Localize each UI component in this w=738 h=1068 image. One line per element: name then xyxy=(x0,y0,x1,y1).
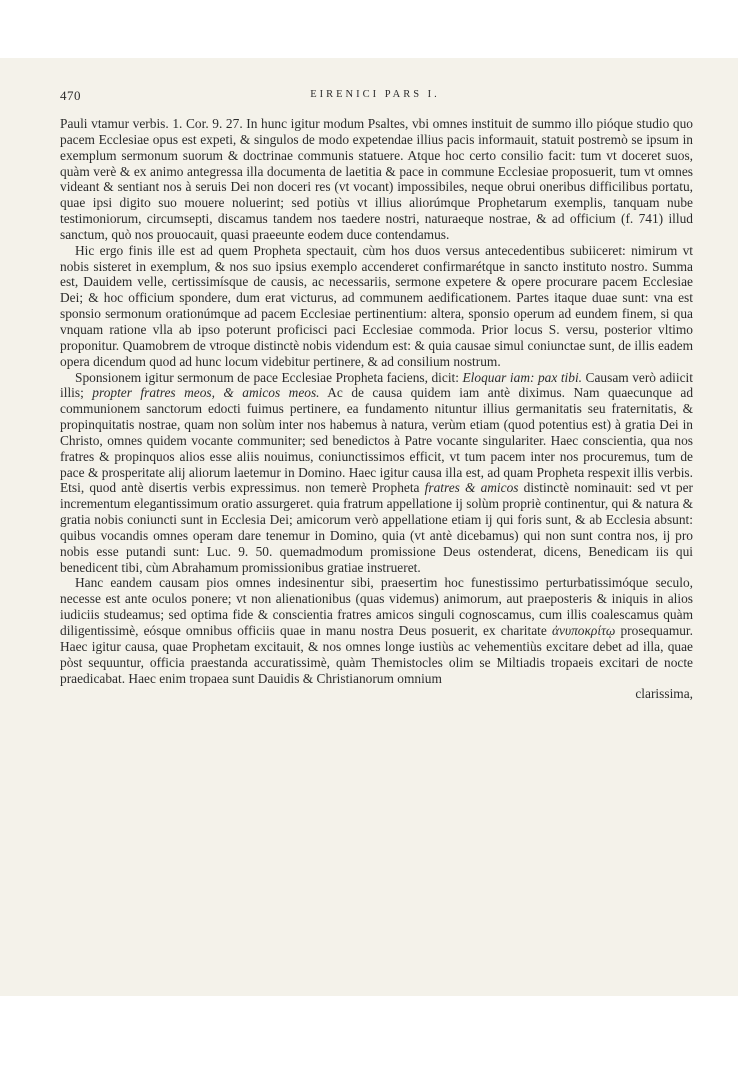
paragraph-1: Pauli vtamur verbis. 1. Cor. 9. 27. In hunc igitur modum Psaltes, vbi omnes instituit de summo illo pióque studio quo pacem Ecclesiae opus est expeti, & singulos de modo expetendae illius pacis informauit, statuit postremò se ipsum in exemplum sermonum suorum & doctrinae communis statuere. Atque hoc certo consilio facit: tum vt doceret suos, quàm verè & ex animo antegressa illa documenta de laetitia & pace in commune Ecclesiae proposuerit, tum vt omnes videant & sentiant nos à seruis Dei non doceri res (vt vocant) impossibiles, neque obrui oneribus difficilibus portatu, quae ipsi digito suo mouere noluerint; sed potiùs vt illius aliorúmque Prophetarum exemplis, tanquam nube testimoniorum, circumsepti, discamus tandem nos taedere nostri, naturaeque nostrae, & ad officium (f. 741) illud sanctum, quò nos prouocauit, quasi praeeunte eodem duce contendamus. xyxy=(60,116,693,242)
body-text xyxy=(60,116,693,702)
paragraph-3 xyxy=(60,370,693,576)
catchword: clarissima, xyxy=(635,686,693,702)
book-page xyxy=(0,58,738,996)
paragraph-4-text-a: Hanc eandem causam pios omnes indesinentur sibi, praesertim hoc funestissimo perturbatissimóque seculo, necesse est ante oculos ponere; vt non alienationibus (quas videmus) animorum, aut praeposteris & iniquis in alios iudiciis studeamus; sed optima fide & conscientia fratres amicos singuli cognoscamus, cum illis coalescamus quàm diligentissimè, eósque omnibus officiis quae in manu nostra Deus posuerit, ex charitate xyxy=(60,575,693,638)
paragraph-3-text-d: distinctè nominauit: sed vt per incrementum elegantissimum oratio assurgeret. quia fratrum appellatione ij solùm propriè continentur, qui & natura & gratia nobis coniuncti sunt in Ecclesia Dei; amicorum verò appellatione etiam ij qui foris sunt, & ab Ecclesia absunt: quibus vocandis omnes operam dare tenemur in Domino, quia (vt antè dicebamus) qui non sunt contra nos, ij pro nobis esse putandi sunt: Luc. 9. 50. quemadmodum promissione Deus ostenderat, dicens, Benedicam iis qui benedicent tibi, cùm Abrahamum promissionibus gratiae instrueret. xyxy=(60,480,693,575)
paragraph-4-text-b: prosequamur. Haec igitur causa, quae Prophetam excitauit, & nos omnes longe iustiùs ac vehementiùs excitare debet ad illa, quae pòst sequuntur, officia praestanda accuratissimè, quàm Themistocles olim se Miltiadis tropaeis excitari de nocte praedicabat. Haec enim tropaea sunt Dauidis & Christianorum omnium xyxy=(60,623,693,686)
paragraph-4 xyxy=(60,575,693,686)
running-title: EIRENICI PARS I. xyxy=(310,89,440,100)
page-header xyxy=(60,88,690,108)
quote-fratres-amicos: fratres & amicos xyxy=(424,480,519,496)
quote-eloquar: Eloquar iam: pax tibi. xyxy=(462,369,583,385)
paragraph-3-text-c: Ac de causa quidem iam antè diximus. Nam quaecunque ad communionem sanctorum edocti fuimus pertinere, ea fundamento nituntur illius germanitatis seu fraternitatis, & propinquitatis nostrae, quam non solùm inter nos habemus à natura, verùm etiam (quod potentius est) à gratia Dei in Christo, omnes quidem vocante communiter; sed benedictos à Patre vocante singulariter. Haec conscientia, qua nos fratres & propinquos alios esse aliis nouimus, coniunctissimos efficit, vt tum pacem inter nos procuremus, tum de pace & prosperitate alij aliorum laetemur in Domino. Haec igitur causa illa est, ad quam Propheta respexit illis verbis. Etsi, quod antè disertis verbis expressimus. non temerè Propheta xyxy=(60,385,694,496)
greek-word: ἀνυποκρίτῳ xyxy=(551,623,616,638)
paragraph-2: Hic ergo finis ille est ad quem Propheta spectauit, cùm hos duos versus antecedentibus subiiceret: nimirum vt nobis sisteret in exemplum, & nos suo ipsius exemplo accenderet confirmarétque in sancto instituto nostro. Summa est, Dauidem velle, certissimísque de causis, ac necessariis, sermone expetere & opere procurare pacem Ecclesiae Dei; & hoc officium spondere, dum erat victurus, ad communem aedificationem. Partes itaque duae sunt: vna est sponsio sermonum orationúmque ad pacem Ecclesiae pertinentium: altera, sponsio operum ad eundem finem, si qua vnquam ratione vlla ab ipso poterunt proficisci paci Ecclesiae commoda. Prior locus S. versu, posterior vltimo proponitur. Quamobrem de vtroque distinctè nobis videndum est: & quia causae simul coniunctae sunt, de illis eadem opera dicendum quod ad hunc locum videbitur pertinere, & ad consilium nostrum. xyxy=(60,242,693,369)
quote-propter-fratres: propter fratres meos, & amicos meos. xyxy=(92,385,320,401)
paragraph-3-text-a: Sponsionem igitur sermonum de pace Ecclesiae Propheta faciens, dicit: xyxy=(75,369,463,385)
paragraph-3-text-b: Causam verò adiicit illis; xyxy=(60,369,693,401)
page-number: 470 xyxy=(60,88,81,103)
